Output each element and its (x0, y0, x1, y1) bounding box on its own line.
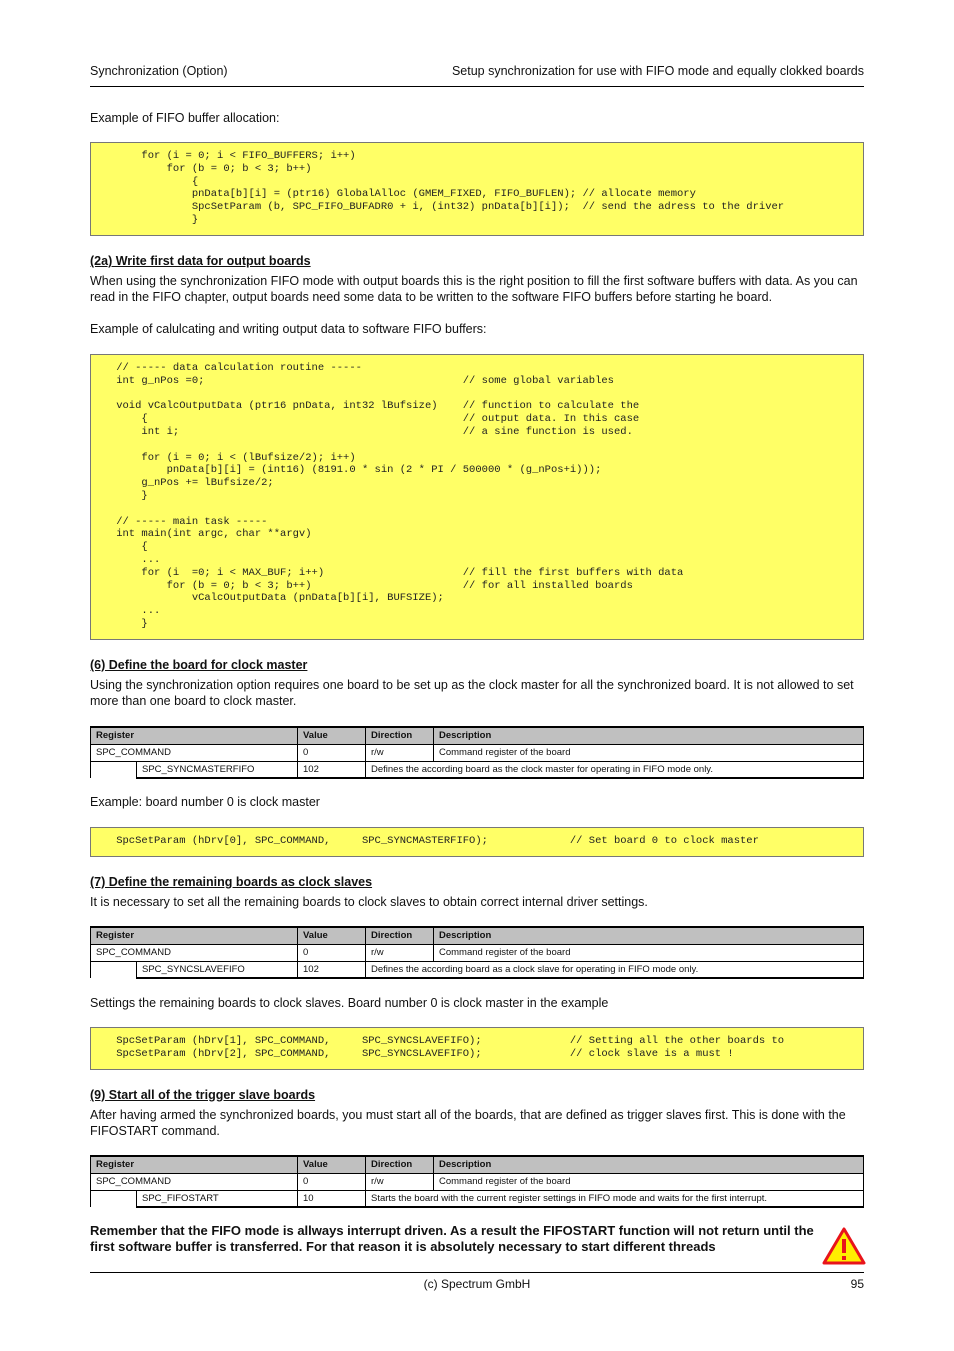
cell-description: Starts the board with the current register settings in FIFO mode and waits for the first interrupt. (366, 1190, 864, 1207)
table-row (91, 944, 864, 961)
register-table-slave (90, 926, 864, 979)
code-2a: // ----- data calculation routine ----- int g_nPos =0; // some global variables void vCalcOutputData (ptr16 pnData, int32 lBufsize) // function to calculate the { // output data. In this case int i; // a sine function is used. for (i = 0; i < (lBufsize/2); i++) pnData[b][i] = (int16) (8191.0 * sin (2 * PI / 500000 * (g_nPos+i))); g_nPos += lBufsize/2; } // ----- main task ----- int main(int argc, char **argv) { ... for (i =0; i < MAX_BUF; i++) // fill the first buffers with data for (b = 0; b < 3; b++) // for all installed boards vCalcOutputData (pnData[b][i], BUFSIZE); ... } (116, 362, 684, 630)
register-table-start (90, 1155, 864, 1208)
col-register: Register (91, 1156, 298, 1173)
text-6: Using the synchronization option requires one board to be set up as the clock master for all the synchronized board. It is not allowed to set more than one board to clock master. (90, 678, 854, 708)
cell-value: 102 (298, 761, 366, 778)
header-chapter: Synchronization (Option) (90, 64, 228, 78)
code-block-2a (90, 354, 864, 640)
col-direction: Direction (366, 727, 434, 744)
warning-triangle-icon (822, 1227, 866, 1265)
cell-description: Command register of the board (434, 944, 864, 961)
table-row (91, 1173, 864, 1190)
table-row (91, 761, 864, 778)
cell-register: SPC_COMMAND (91, 944, 298, 961)
cell-register: SPC_FIFOSTART (137, 1190, 298, 1207)
heading-2a: (2a) Write first data for output boards (90, 254, 311, 268)
text-7: It is necessary to set all the remaining boards to clock slaves to obtain correct internal driver settings. (90, 895, 648, 909)
cell-indent (91, 961, 137, 978)
col-description: Description (434, 927, 864, 944)
cell-value: 10 (298, 1190, 366, 1207)
col-value: Value (298, 927, 366, 944)
cell-register: SPC_SYNCSLAVEFIFO (137, 961, 298, 978)
cell-value: 0 (298, 1173, 366, 1190)
col-description: Description (434, 727, 864, 744)
cell-indent (91, 761, 137, 778)
table-header-row (91, 1156, 864, 1173)
cell-direction: r/w (366, 744, 434, 761)
header-section: Setup synchronization for use with FIFO mode and equally clokked boards (451, 64, 864, 78)
cell-register: SPC_COMMAND (91, 744, 298, 761)
example-intro-2a: Example of calulcating and writing output data to software FIFO buffers: (90, 322, 487, 336)
code-fifo-alloc: for (i = 0; i < FIFO_BUFFERS; i++) for (b = 0; b < 3; b++) { pnData[b][i] = (ptr16) GlobalAlloc (GMEM_FIXED, FIFO_BUFLEN); // allocate memory SpcSetParam (b, SPC_FIFO_BUFADR0 + i, (int32) pnData[b][i]); // send the adress to the driver } (141, 150, 785, 226)
cell-description: Defines the according board as the clock master for operating in FIFO mode only. (366, 761, 864, 778)
code-block-fifo-alloc (90, 142, 864, 236)
table-row (91, 1190, 864, 1207)
table-row (91, 961, 864, 978)
heading-6: (6) Define the board for clock master (90, 658, 308, 672)
text-2a: When using the synchronization FIFO mode with output boards this is the right position to fill the first software buffers with data. As you can read in the FIFO chapter, output boards need some data to be written to the software FIFO buffers before starting he board. (90, 274, 858, 304)
cell-value: 0 (298, 944, 366, 961)
cell-direction: r/w (366, 1173, 434, 1190)
table-header-row (91, 727, 864, 744)
cell-value: 102 (298, 961, 366, 978)
footer-copyright: (c) Spectrum GmbH (423, 1277, 531, 1291)
col-value: Value (298, 727, 366, 744)
code-7: SpcSetParam (hDrv[1], SPC_COMMAND, SPC_SYNCSLAVEFIFO); // Setting all the other boards to SpcSetParam (hDrv[2], SPC_COMMAND, SPC_SYNCSLAVEFIFO); // clock slave is a must ! (116, 1035, 785, 1060)
text-9: After having armed the synchronized boards, you must start all of the boards, that are defined as trigger slaves first. This is done with the FIFOSTART command. (90, 1108, 846, 1138)
col-direction: Direction (366, 1156, 434, 1173)
cell-description: Command register of the board (434, 1173, 864, 1190)
col-register: Register (91, 927, 298, 944)
fifo-alloc-intro: Example of FIFO buffer allocation: (90, 111, 280, 125)
code-block-6 (90, 827, 864, 857)
page-footer (90, 1272, 864, 1291)
code-6: SpcSetParam (hDrv[0], SPC_COMMAND, SPC_SYNCMASTERFIFO); // Set board 0 to clock master (91, 835, 759, 847)
cell-value: 0 (298, 744, 366, 761)
warning-note: Remember that the FIFO mode is allways interrupt driven. As a result the FIFOSTART function will not return until the first software buffer is transferred. For that reason it is absolutely necessary to start different threads (90, 1223, 814, 1254)
col-direction: Direction (366, 927, 434, 944)
cell-description: Command register of the board (434, 744, 864, 761)
table-header-row (91, 927, 864, 944)
cell-register: SPC_COMMAND (91, 1173, 298, 1190)
heading-7: (7) Define the remaining boards as clock slaves (90, 875, 373, 889)
table-row (91, 744, 864, 761)
cell-register: SPC_SYNCMASTERFIFO (137, 761, 298, 778)
cell-description: Defines the according board as a clock slave for operating in FIFO mode only. (366, 961, 864, 978)
page-header (90, 62, 864, 87)
heading-9: (9) Start all of the trigger slave boards (90, 1088, 316, 1102)
example-intro-6: Example: board number 0 is clock master (90, 795, 320, 809)
register-table-master (90, 726, 864, 779)
code-block-7 (90, 1027, 864, 1070)
example-intro-7: Settings the remaining boards to clock slaves. Board number 0 is clock master in the example (90, 996, 609, 1010)
col-description: Description (434, 1156, 864, 1173)
col-value: Value (298, 1156, 366, 1173)
col-register: Register (91, 727, 298, 744)
page-number: 95 (850, 1277, 864, 1291)
cell-direction: r/w (366, 944, 434, 961)
cell-indent (91, 1190, 137, 1207)
